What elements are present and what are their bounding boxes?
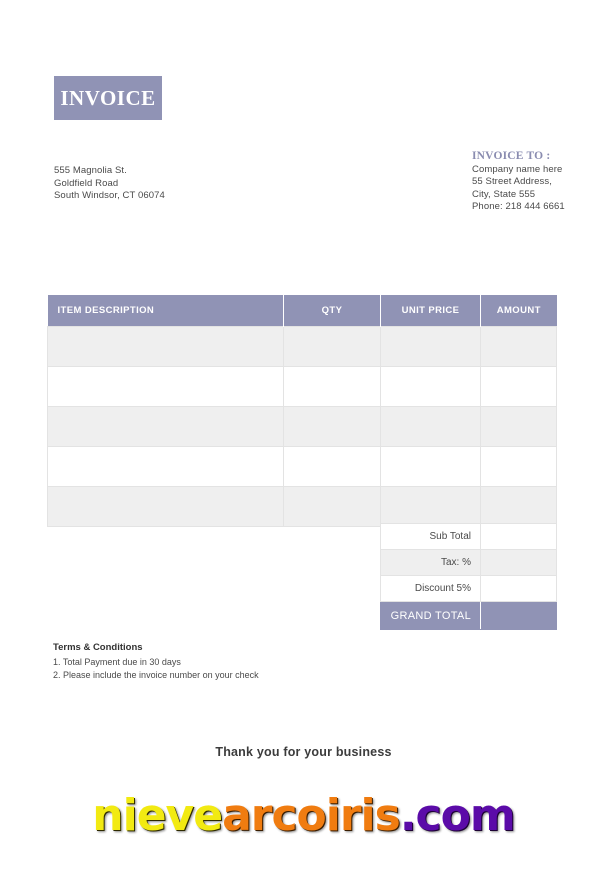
cell-qty[interactable]	[284, 446, 381, 486]
watermark-part-domain: .com	[399, 790, 515, 841]
cell-amount[interactable]	[481, 326, 557, 366]
cell-description[interactable]	[48, 366, 284, 406]
cell-description[interactable]	[48, 326, 284, 366]
items-table-header-row	[48, 295, 557, 326]
totals-table	[380, 523, 557, 630]
sub-total-row	[381, 524, 557, 550]
column-header-amount: AMOUNT	[481, 295, 557, 326]
discount-label: Discount 5%	[381, 576, 481, 602]
watermark-part-nieve: nieve	[92, 790, 223, 841]
sub-total-value[interactable]	[481, 524, 557, 550]
table-row[interactable]	[48, 486, 557, 526]
column-header-qty: QTY	[284, 295, 381, 326]
cell-unit-price[interactable]	[381, 486, 481, 526]
cell-unit-price[interactable]	[381, 366, 481, 406]
grand-total-value[interactable]	[481, 602, 557, 630]
column-header-item-description: ITEM DESCRIPTION	[48, 295, 284, 326]
cell-amount[interactable]	[481, 366, 557, 406]
discount-row	[381, 576, 557, 602]
cell-qty[interactable]	[284, 486, 381, 526]
terms-line-2: 2. Please include the invoice number on your check	[53, 670, 259, 680]
thank-you-message: Thank you for your business	[215, 745, 392, 759]
table-row[interactable]	[48, 406, 557, 446]
cell-qty[interactable]	[284, 406, 381, 446]
table-row[interactable]	[48, 366, 557, 406]
invoice-to-line-2: 55 Street Address,	[472, 176, 552, 187]
cell-description[interactable]	[48, 406, 284, 446]
grand-total-row	[381, 602, 557, 630]
tax-value[interactable]	[481, 550, 557, 576]
invoice-title-text: INVOICE	[60, 85, 156, 110]
cell-description[interactable]	[48, 446, 284, 486]
sub-total-label: Sub Total	[381, 524, 481, 550]
terms-heading: Terms & Conditions	[53, 642, 143, 653]
cell-amount[interactable]	[481, 486, 557, 526]
table-row[interactable]	[48, 326, 557, 366]
sender-address-line-3: South Windsor, CT 06074	[54, 190, 165, 201]
cell-unit-price[interactable]	[381, 406, 481, 446]
sender-address-block	[54, 165, 165, 203]
cell-amount[interactable]	[481, 446, 557, 486]
terms-and-conditions-block	[53, 641, 259, 682]
cell-unit-price[interactable]	[381, 326, 481, 366]
watermark-part-arcoiris: arcoiris	[222, 790, 400, 841]
invoice-to-line-4: Phone: 218 444 6661	[472, 201, 565, 212]
cell-unit-price[interactable]	[381, 446, 481, 486]
invoice-to-line-1: Company name here	[472, 163, 563, 175]
grand-total-label: GRAND TOTAL	[381, 602, 481, 630]
invoice-to-block	[472, 150, 592, 214]
column-header-unit-price: UNIT PRICE	[381, 295, 481, 326]
invoice-to-heading: INVOICE TO :	[472, 150, 551, 162]
sender-address-line-1: 555 Magnolia St.	[54, 165, 127, 176]
terms-line-1: 1. Total Payment due in 30 days	[53, 657, 181, 667]
cell-description[interactable]	[48, 486, 284, 526]
table-row[interactable]	[48, 446, 557, 486]
sender-address-line-2: Goldfield Road	[54, 177, 119, 189]
tax-row	[381, 550, 557, 576]
cell-qty[interactable]	[284, 366, 381, 406]
cell-amount[interactable]	[481, 406, 557, 446]
invoice-to-line-3: City, State 555	[472, 188, 536, 200]
cell-qty[interactable]	[284, 326, 381, 366]
invoice-title-badge	[54, 76, 162, 120]
items-table	[47, 295, 557, 527]
tax-label: Tax: %	[381, 550, 481, 576]
discount-value[interactable]	[481, 576, 557, 602]
site-watermark	[0, 790, 607, 841]
